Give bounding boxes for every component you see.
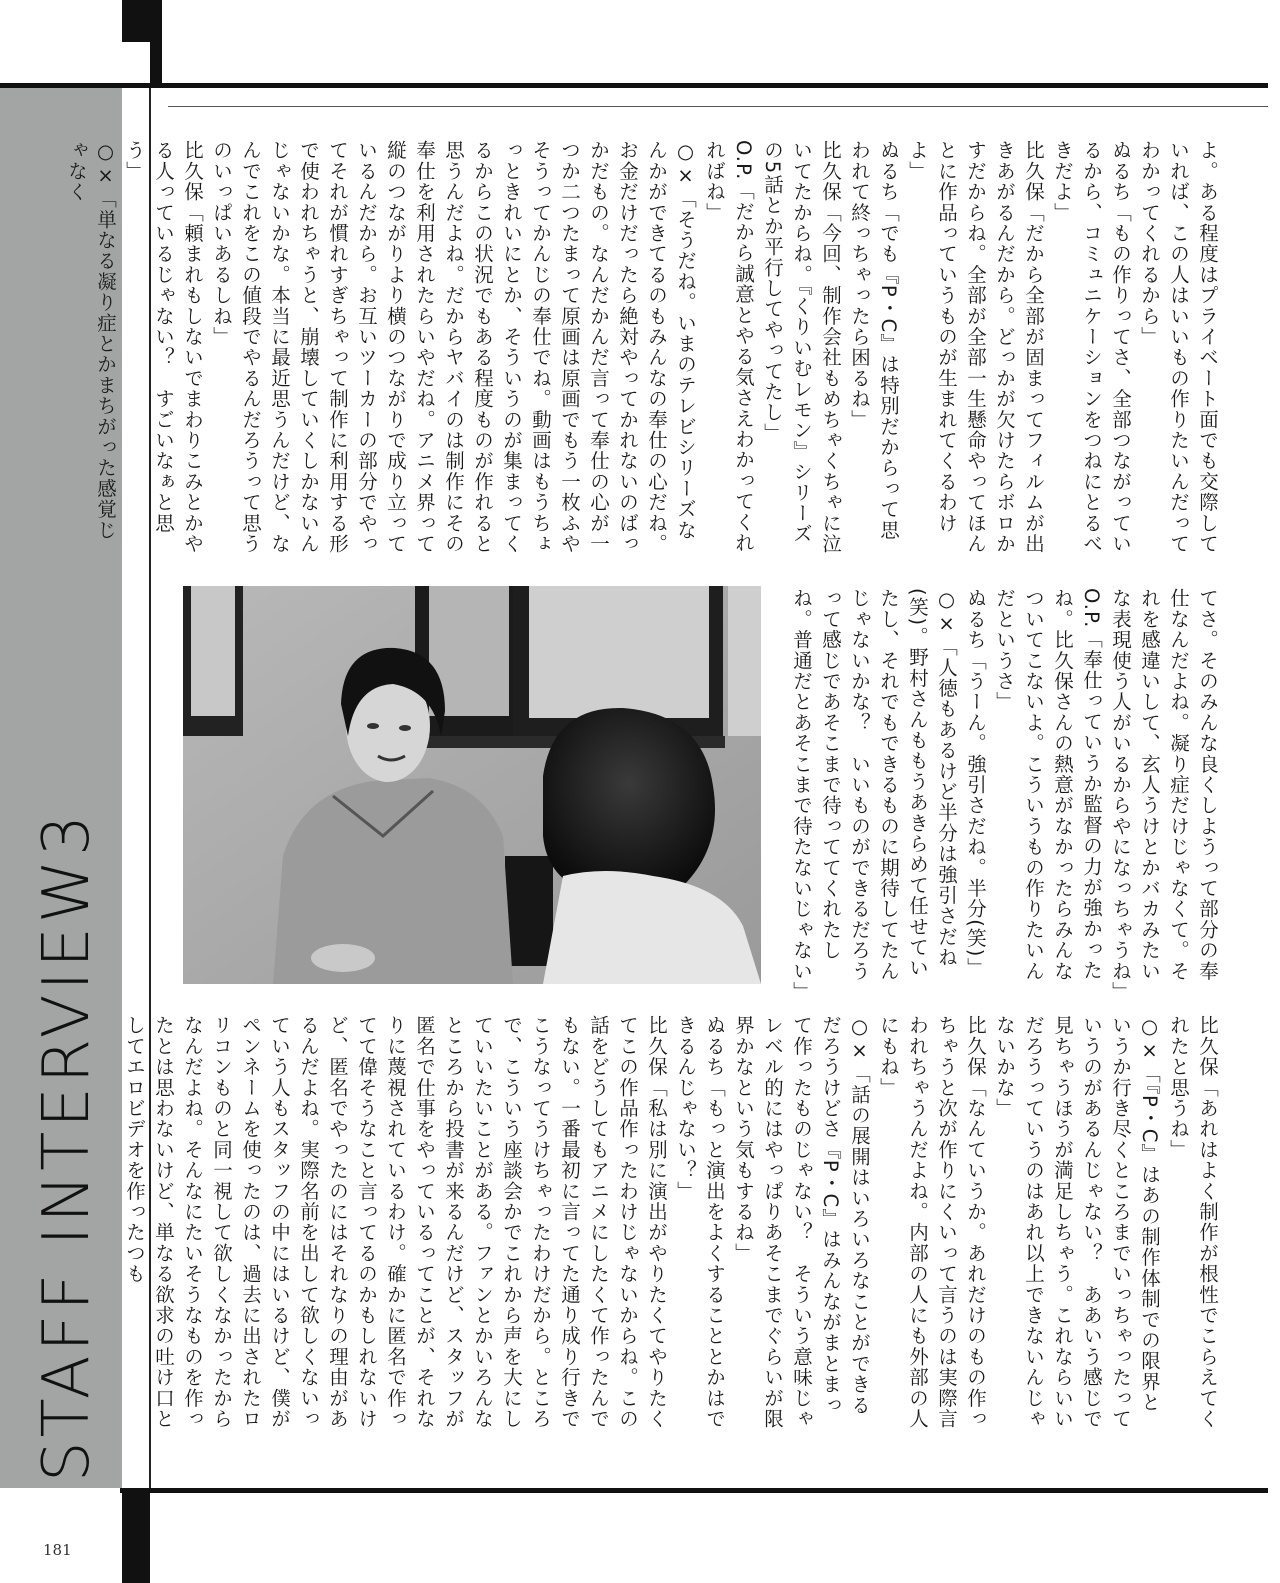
paragraph: 比久保「なんていうか。あれだけのもの作っちゃうと次が作りにくいって言うのは実際言われちゃうんだよね。内部の人にも外部の人にもね」 <box>877 1015 987 1429</box>
paragraph: 比久保「だから全部が固まってフィルムが出きあがるんだから。どっかが欠けたらボロかすだからね。全部が全部一生懸命やってほんとに作品っていうものが生まれてくるわけよ」 <box>906 140 1045 554</box>
paragraph: 比久保「私は別に演出がやりたくてやりたくてこの作品作ったわけじゃないからね。この話をどうしてもアニメにしたくて作ったんでもない。一番最初に言ってた通り成り行きでこうなってうけちゃったわけだから。ところで、こういう座談会かでこれから声を大にしていいたいことがある。ファンとかいろんなところから投書が来るんだけど、スタッフが匿名で仕事をやっているってことが、それなりに蔑視されているわけ。確かに匿名で作ってて偉そうなこと言ってるのかもしれないけど、匿名でやったのにはそれなりの理由があるんだよね。実際名前を出して欲しくないっていう人もスタッフの中にはいるけど、僕がペンネームを使ったのは、過去に出されたロリコンものと同一視して欲しくなかったからなんだよね。そんなにたいそうなものを作ったとは思わないけど、単なる欲求の吐け口としてエロビデオを作ったつも <box>123 1015 668 1430</box>
paragraph: てさ。そのみんな良くしようって部分の奉仕なんだよね。凝り症だけじゃなくて。それを感違いして、玄人うけとかバカみたいな表現使う人がいるからやになっちゃうね」 <box>1109 588 1219 1002</box>
corner-square-top-left <box>122 0 162 42</box>
bottom-rule <box>120 1488 1268 1493</box>
text-block-right <box>790 588 1222 1002</box>
text-block-top <box>65 140 1222 560</box>
page-number: 181 <box>43 1541 72 1559</box>
paragraph: ○×「単なる凝り症とかまちがった感覚じゃなく <box>65 140 117 541</box>
paragraph: ○×「話の展開はいろいろなことができるだろうけどさ『P・C』はみんながまとまって作ったものじゃない？ そういう意味じゃレベル的にはやっぱりあそこまでぐらいが限界かなという気もするね」 <box>732 1015 871 1429</box>
paragraph: 比久保「頼まれもしないでまわりこみとかやる人っているじゃない？ すごいなぁと思う」 <box>123 140 204 554</box>
interview-photo <box>183 586 761 984</box>
top-rule <box>0 83 1268 88</box>
thin-top-rule <box>168 106 1268 107</box>
paragraph: O.P.「だから誠意とやる気さえわかってくれればね」 <box>703 140 755 554</box>
corner-square-bottom-left <box>122 1493 150 1583</box>
paragraph: ぬるち「もっと演出をよくすることとかはできるんじゃない？」 <box>674 1015 726 1429</box>
page-title: STAFF INTERVIEW3 <box>30 811 104 1482</box>
paragraph: ぬるち「うーん。強引さだね。半分(笑)」 <box>964 588 987 979</box>
paragraph: ぬるち「もの作りってさ、全部つながっているから、コミュニケーションをつねにとるべきだよ」 <box>1051 140 1132 554</box>
paragraph: 比久保「今回、制作会社もめちゃくちゃに泣いてたからね。『くりいむレモン』シリーズの5話とか平行してやってたし」 <box>761 140 842 554</box>
paragraph: ○×「そうだね。いまのテレビシリーズなんかができてるのもみんなの奉仕の心だね。お金だけだったら絶対やってかれないのばっかだもの。なんだかんだ言って奉仕の心が一つか二つたまって原画は原画でもう一枚ふやそうってかんじの奉仕でね。動画はもうちょっときれいにとか、そういうのが集まってくるからこの状況でもある程度ものが作れると思うんだよね。だからヤバイのは制作にその奉仕を利用されたらいやだね。アニメ界って縦のつながりより横のつながりで成り立っているんだから。お互いツーカーの部分でやってそれが慣れすぎちゃって制作に利用する形で使われちゃうと、崩壊していくしかないんじゃないかな。本当に最近思うんだけど、なんでこれをこの値段でやるんだろうって思うのいっぱいあるしね」 <box>210 140 697 554</box>
text-block-bottom <box>123 1015 1222 1430</box>
paragraph: よ。ある程度はプライベート面でも交際していれば、この人はいいもの作りたいんだってわかってくれるから」 <box>1138 140 1219 554</box>
paragraph: ○×「『P・C』はあの制作体制での限界というか行き尽くところまでいっちゃったっていうのがあるんじゃない？ ああいう感じで見ちゃうほうが満足しちゃう。これならいいだろうっていうのはあれ以上できないんじゃないかな」 <box>993 1015 1161 1429</box>
paragraph: ぬるち「でも『P・C』は特別だからって思われて終っちゃったら困るね」 <box>848 140 900 541</box>
corner-square-top-right <box>150 42 162 88</box>
paragraph: O.P.「奉仕っていうか監督の力が強かったね。比久保さんの熱意がなかったらみんなついてこないよ。こういうもの作りたいんだというさ」 <box>993 588 1103 982</box>
paragraph: 比久保「あれはよく制作が根性でこらえてくれたと思うね」 <box>1167 1015 1219 1429</box>
paragraph: ○×「人徳もあるけど半分は強引さだね(笑)。野村さんももうあきらめて任せていたし、それでもできるものに期待してたんじゃないかな？ いいものができるだろうって感じであそこまで待っててくれたしね。普通だとあそこまで待たないじゃない」 <box>790 588 958 1002</box>
